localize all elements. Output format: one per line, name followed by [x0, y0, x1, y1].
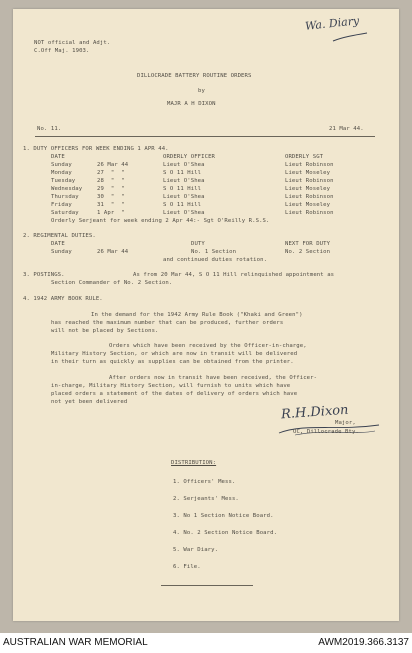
duty-row-relief: Lieut Robinson: [285, 162, 334, 168]
section-3-heading: 3. POSTINGS.: [23, 272, 65, 278]
duty-row-officer: Lieut O'Shea: [163, 210, 205, 216]
distribution-item: 5. War Diary.: [173, 547, 219, 553]
header-rule: [35, 136, 375, 137]
duty-row-relief: Lieut Moseley: [285, 202, 331, 208]
reg-col-date: DATE: [51, 241, 65, 247]
classification-line: NOT official and Adjt.: [34, 40, 111, 46]
signature-handwritten: R.H.Dixon: [280, 402, 349, 423]
footer-accession-number: AWM2019.366.3137: [318, 637, 409, 648]
reg-row-note: and continued duties rotation.: [163, 257, 268, 263]
sec4-paragraph-3-line: not yet been delivered: [51, 399, 128, 405]
duty-row-date: 1 Apr ": [97, 210, 125, 216]
distribution-item: 1. Officers' Mess.: [173, 479, 236, 485]
sec4-paragraph-2-line: Orders which have been received by the Officer-in-charge,: [109, 343, 307, 349]
reg-row-day: Sunday: [51, 249, 72, 255]
duty-row-day: Friday: [51, 202, 72, 208]
order-date: 21 Mar 44.: [329, 126, 364, 132]
footer-bar: [0, 633, 412, 653]
document-title: DILLOCRADE BATTERY ROUTINE ORDERS: [137, 73, 252, 79]
distribution-item: 6. File.: [173, 564, 201, 570]
duty-row-relief: Lieut Moseley: [285, 170, 331, 176]
duty-row-officer: S O 11 Hill: [163, 202, 202, 208]
reg-row-date: 26 Mar 44: [97, 249, 129, 255]
orderly-serjeant-line: Orderly Serjeant for week ending 2 Apr 44:- Sgt O'Reilly R.S.S.: [51, 218, 270, 224]
duty-row-officer: Lieut O'Shea: [163, 194, 205, 200]
annotation-underline-mark: [331, 31, 371, 45]
sec4-paragraph-1-line: In the demand for the 1942 Army Rule Book ("Khaki and Green"): [91, 312, 303, 318]
section-1-heading: 1. DUTY OFFICERS FOR WEEK ENDING 1 APR 44.: [23, 146, 169, 152]
duty-row-day: Wednesday: [51, 186, 83, 192]
distribution-item: 2. Serjeants' Mess.: [173, 496, 239, 502]
signatory-role: OC, Dillocrade Bty.: [293, 429, 359, 435]
distribution-heading: DISTRIBUTION:: [171, 460, 217, 466]
duty-row-relief: Lieut Robinson: [285, 178, 334, 184]
duty-row-day: Monday: [51, 170, 72, 176]
reg-row-next: No. 2 Section: [285, 249, 331, 255]
distribution-item: 3. No 1 Section Notice Board.: [173, 513, 274, 519]
duty-col-date: DATE: [51, 154, 65, 160]
postings-line-2: Section Commander of No. 2 Section.: [51, 280, 173, 286]
duty-row-date: 27 " ": [97, 170, 125, 176]
sec4-paragraph-1-line: has reached the maximum number that can be produced, further orders: [51, 320, 284, 326]
duty-row-officer: S O 11 Hill: [163, 186, 202, 192]
duty-row-date: 30 " ": [97, 194, 125, 200]
distribution-item: 4. No. 2 Section Notice Board.: [173, 530, 278, 536]
by-line: by: [198, 88, 205, 94]
duty-col-officer: ORDERLY OFFICER: [163, 154, 216, 160]
section-4-heading: 4. 1942 ARMY BOOK RULE.: [23, 296, 103, 302]
sec4-paragraph-3-line: After orders now in transit have been received, the Officer-: [109, 375, 318, 381]
sec4-paragraph-2-line: in their turn as quickly as supplies can be obtained from the printer.: [51, 359, 294, 365]
postings-line-1: As from 20 Mar 44, S O 11 Hill relinquished appointment as: [133, 272, 335, 278]
duty-col-mess: ORDERLY SGT: [285, 154, 324, 160]
sec4-paragraph-2-line: Military History Section, or which are now in transit will be delivered: [51, 351, 298, 357]
duty-row-officer: S O 11 Hill: [163, 170, 202, 176]
duty-row-relief: Lieut Moseley: [285, 186, 331, 192]
duty-row-day: Saturday: [51, 210, 79, 216]
bottom-rule: [161, 585, 253, 586]
issuing-officer: MAJR A H DIXON: [167, 101, 216, 107]
reg-col-next: NEXT FOR DUTY: [285, 241, 331, 247]
footer-institution: AUSTRALIAN WAR MEMORIAL: [3, 637, 148, 648]
duty-row-officer: Lieut O'Shea: [163, 178, 205, 184]
sec4-paragraph-1-line: will not be placed by Sections.: [51, 328, 159, 334]
sec4-paragraph-3-line: in-charge, Military History Section, will furnish to units which have: [51, 383, 291, 389]
duty-row-date: 28 " ": [97, 178, 125, 184]
duty-row-officer: Lieut O'Shea: [163, 162, 205, 168]
signatory-title: Major,: [335, 420, 356, 426]
duty-row-day: Thursday: [51, 194, 79, 200]
duty-row-date: 26 Mar 44: [97, 162, 129, 168]
handwritten-annotation: Wa. Diary: [304, 14, 360, 33]
copy-line: C.Off Maj. 1903.: [34, 48, 90, 54]
document-page: [13, 9, 399, 621]
duty-row-day: Tuesday: [51, 178, 76, 184]
duty-row-date: 29 " ": [97, 186, 125, 192]
duty-row-day: Sunday: [51, 162, 72, 168]
reg-row-duty: No. 1 Section: [191, 249, 237, 255]
duty-row-date: 31 " ": [97, 202, 125, 208]
order-number: No. 11.: [37, 126, 62, 132]
duty-row-relief: Lieut Robinson: [285, 194, 334, 200]
section-2-heading: 2. REGIMENTAL DUTIES.: [23, 233, 96, 239]
duty-row-relief: Lieut Robinson: [285, 210, 334, 216]
sec4-paragraph-3-line: placed orders a statement of the dates of delivery of orders which have: [51, 391, 298, 397]
reg-col-duty: DUTY: [191, 241, 205, 247]
